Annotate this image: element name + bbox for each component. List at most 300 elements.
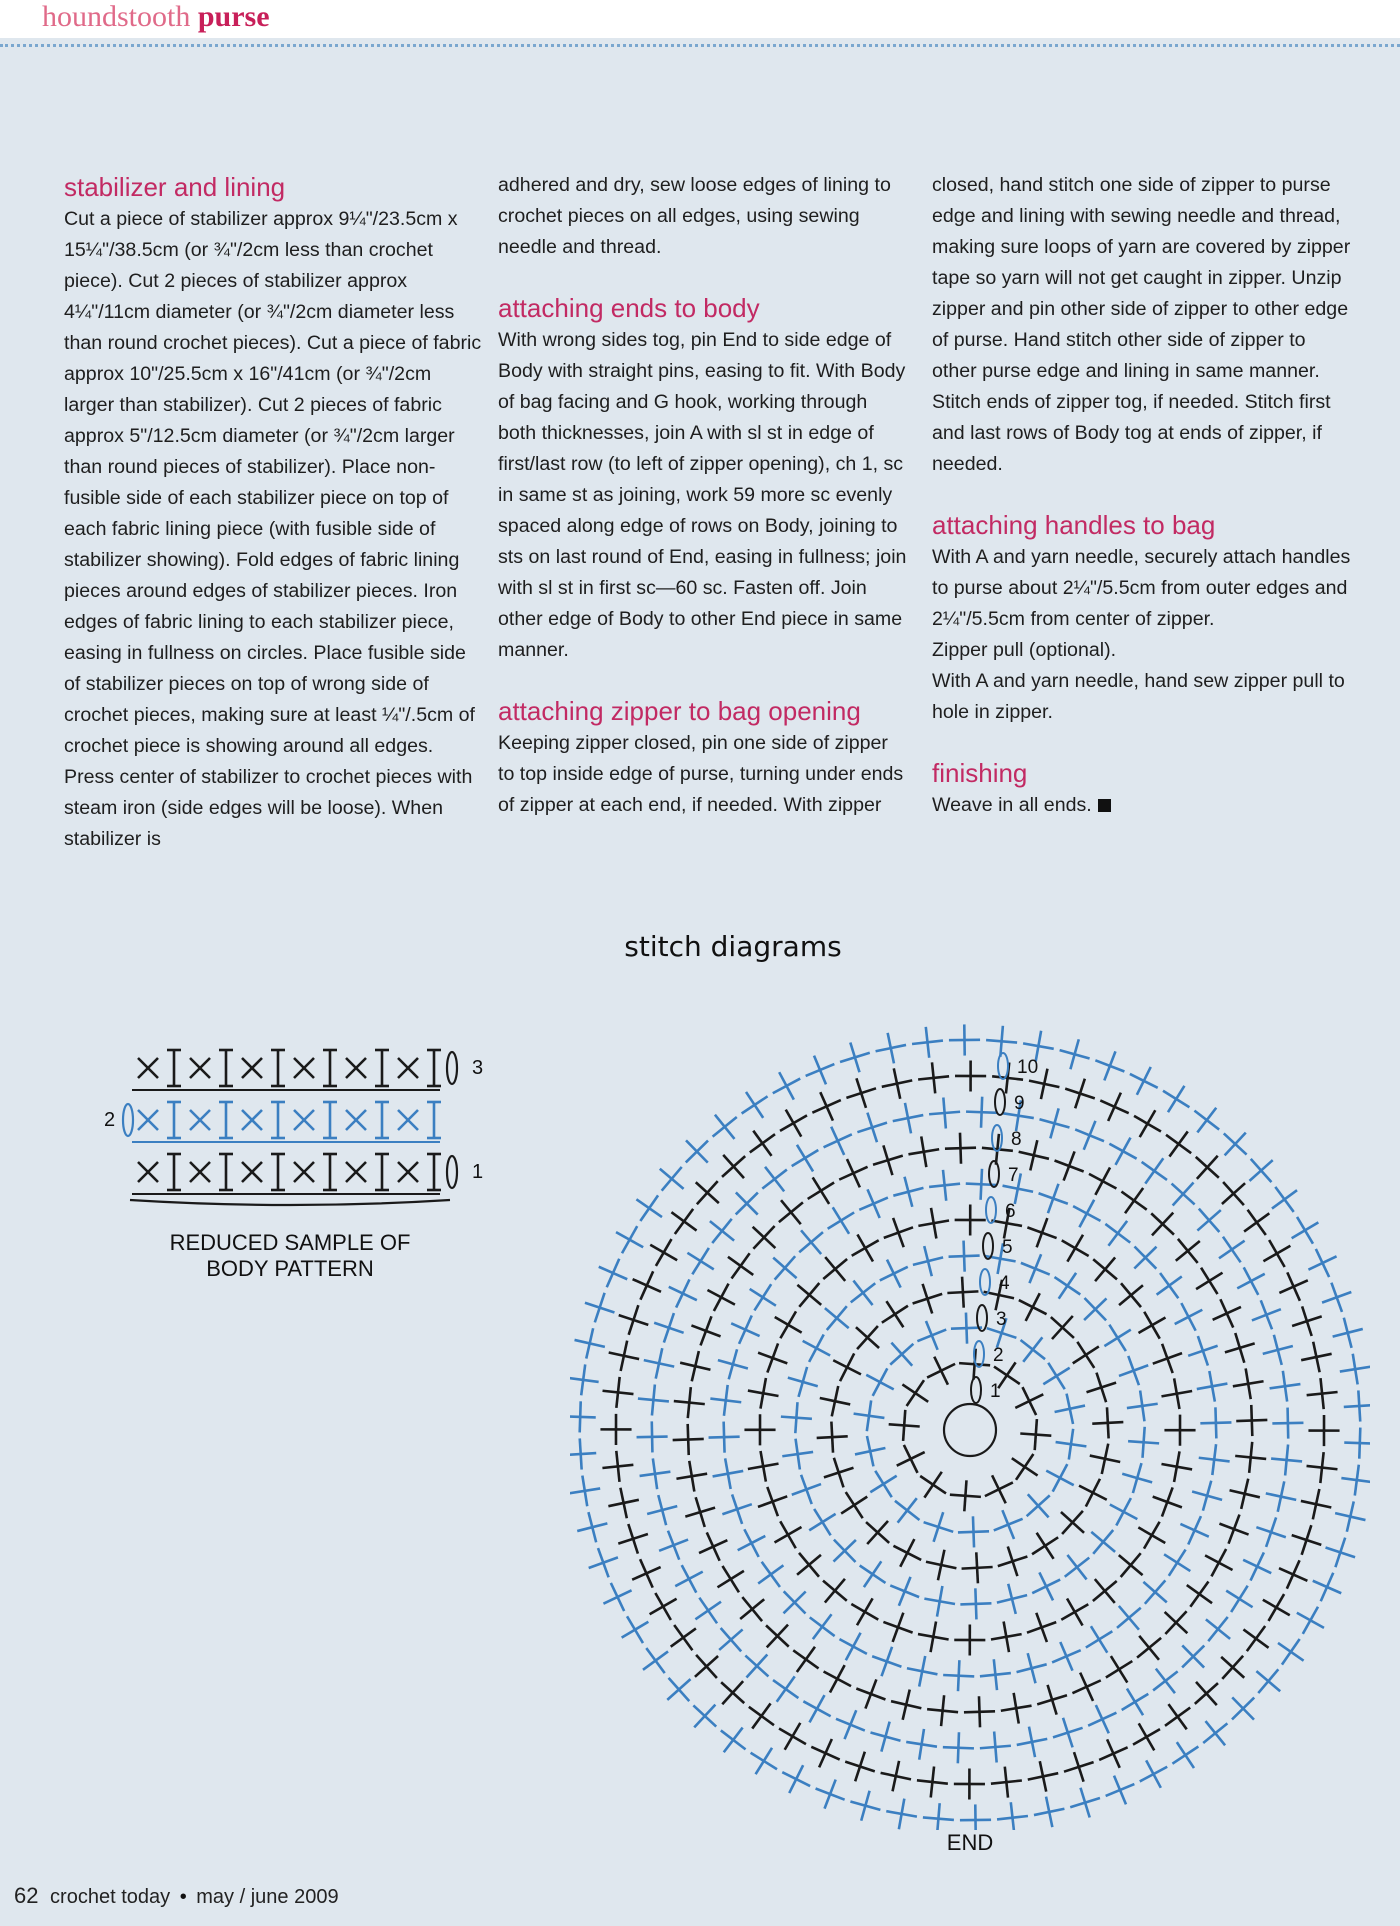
- sc-stitch-mark: [632, 1559, 660, 1587]
- sc-stitch-mark: [1236, 1405, 1267, 1436]
- running-head-light: houndstooth: [42, 0, 191, 33]
- sc-stitch-mark: [820, 1386, 850, 1416]
- caption-line-1: REDUCED SAMPLE OF: [169, 1230, 411, 1255]
- sc-stitch-mark: [643, 1648, 668, 1673]
- turning-chain-mark: [447, 1156, 457, 1188]
- sc-stitch-mark: [943, 1660, 974, 1691]
- sc-stitch-mark: [955, 1204, 986, 1235]
- sc-stitch-mark: [806, 1056, 835, 1085]
- sc-stitch-mark: [1180, 1516, 1208, 1544]
- sc-stitch-mark: [1119, 1283, 1143, 1307]
- round-number-label: 5: [1002, 1237, 1013, 1258]
- sc-stitch-mark: [1019, 1293, 1047, 1321]
- end-round-diagram: [570, 1020, 1370, 1830]
- paragraph-attaching-handles: With A and yarn needle, securely attach handles to purse about 2¼"/5.5cm from outer edges and 2¼"/5.5cm from center of zipper.: [932, 546, 1351, 630]
- sc-stitch-mark: [881, 1761, 911, 1791]
- sc-stitch-mark: [693, 1705, 716, 1728]
- sc-stitch-mark: [1032, 1572, 1060, 1600]
- sc-stitch-mark: [1153, 1487, 1182, 1516]
- sc-stitch-mark: [889, 1410, 920, 1441]
- sc-stitch-mark: [599, 1259, 627, 1287]
- sc-stitch-mark: [825, 1306, 849, 1330]
- caption-line-2: BODY PATTERN: [206, 1256, 374, 1281]
- paragraph-zipper-pull: With A and yarn needle, hand sew zipper pull to hole in zipper.: [932, 670, 1345, 723]
- sc-stitch-mark: [1151, 1213, 1174, 1236]
- text-column-3: [932, 170, 1352, 821]
- sc-stitch-mark: [986, 1026, 1017, 1057]
- sc-stitch-mark: [994, 1510, 1023, 1539]
- sc-stitch-mark: [918, 1208, 949, 1239]
- sc-stitch-mark: [834, 1540, 856, 1562]
- sc-stitch-mark: [570, 1364, 599, 1395]
- sc-stitch-mark: [636, 1195, 662, 1221]
- ch-stitch-mark: [219, 1050, 233, 1086]
- sc-stitch-mark: [1153, 1669, 1178, 1694]
- ch-stitch-mark: [427, 1102, 441, 1138]
- sc-stitch-mark: [893, 1103, 924, 1134]
- sc-stitch-mark: [577, 1512, 607, 1542]
- sc-stitch-mark: [926, 1550, 956, 1580]
- sc-stitch-mark: [779, 1200, 803, 1224]
- sc-stitch-mark: [1020, 1419, 1051, 1450]
- sc-stitch-mark: [1292, 1217, 1319, 1244]
- sc-stitch-mark: [633, 1271, 661, 1299]
- sc-stitch-mark: [1127, 1390, 1158, 1421]
- sc-stitch-mark: [1119, 1553, 1143, 1577]
- sc-stitch-mark: [753, 1226, 776, 1249]
- foundation-chain: [130, 1200, 450, 1205]
- sc-stitch-mark: [784, 1591, 806, 1613]
- sc-stitch-mark: [1222, 1182, 1245, 1205]
- page-number: 62: [14, 1883, 39, 1908]
- sc-stitch-mark: [945, 1133, 976, 1164]
- sc-stitch-mark: [1110, 1498, 1137, 1525]
- sc-stitch-mark: [687, 1248, 713, 1274]
- sc-stitch-mark: [1105, 1221, 1130, 1246]
- sc-stitch-mark: [637, 1421, 668, 1452]
- sc-stitch-mark: [1122, 1689, 1149, 1716]
- sc-stitch-mark: [608, 1488, 638, 1518]
- sc-stitch-mark: [346, 1162, 366, 1182]
- sc-stitch-mark: [750, 1284, 776, 1310]
- heading-attaching-ends: attaching ends to body: [498, 293, 760, 323]
- sc-stitch-mark: [1106, 1776, 1135, 1805]
- sc-stitch-mark: [958, 1516, 989, 1547]
- round-number-label: 10: [1017, 1057, 1039, 1078]
- ch-stitch-mark: [219, 1154, 233, 1190]
- sc-stitch-mark: [902, 1380, 928, 1406]
- sc-stitch-mark: [1297, 1607, 1324, 1634]
- sc-stitch-mark: [773, 1676, 798, 1701]
- round-join-mark: [998, 1053, 1008, 1079]
- sc-stitch-mark: [674, 1387, 705, 1418]
- sc-stitch-mark: [1073, 1342, 1099, 1368]
- sc-stitch-mark: [1021, 1337, 1046, 1362]
- sc-stitch-mark: [998, 1547, 1028, 1577]
- sc-stitch-mark: [917, 1321, 946, 1350]
- sc-stitch-mark: [1017, 1653, 1047, 1683]
- sc-stitch-mark: [954, 1624, 985, 1655]
- sc-stitch-mark: [1064, 1752, 1094, 1782]
- sc-stitch-mark: [908, 1136, 939, 1167]
- sc-stitch-mark: [810, 1614, 835, 1639]
- sc-stitch-mark: [1046, 1464, 1073, 1491]
- sc-stitch-mark: [618, 1524, 648, 1554]
- sc-stitch-mark: [585, 1293, 615, 1323]
- sc-stitch-mark: [671, 1625, 696, 1650]
- sc-stitch-mark: [1043, 1363, 1069, 1389]
- sc-stitch-mark: [1263, 1240, 1290, 1267]
- sc-stitch-mark: [758, 1487, 787, 1516]
- sc-stitch-mark: [884, 1218, 913, 1247]
- sc-stitch-mark: [346, 1110, 366, 1130]
- sc-stitch-mark: [816, 1780, 845, 1809]
- sc-stitch-mark: [671, 1209, 696, 1234]
- magazine-name: crochet today: [50, 1886, 171, 1908]
- ch-stitch-mark: [167, 1154, 181, 1190]
- sc-stitch-mark: [964, 1696, 995, 1727]
- sc-stitch-mark: [1133, 1723, 1160, 1750]
- sc-stitch-mark: [895, 1498, 920, 1523]
- paragraph-attaching-zipper: Keeping zipper closed, pin one side of zipper to top inside edge of purse, turning under ends of zipper at each end, if needed. With zipper: [498, 732, 904, 816]
- sc-stitch-mark: [929, 1097, 960, 1128]
- sc-stitch-mark: [1256, 1517, 1285, 1546]
- sc-stitch-mark: [722, 1494, 751, 1523]
- round-join-mark: [986, 1197, 996, 1223]
- sc-stitch-mark: [1027, 1613, 1056, 1642]
- sc-stitch-mark: [1037, 1685, 1067, 1715]
- sc-stitch-mark: [1226, 1586, 1252, 1612]
- ch-stitch-mark: [323, 1050, 337, 1086]
- sc-stitch-mark: [897, 1445, 925, 1473]
- sc-stitch-mark: [927, 1695, 958, 1726]
- sc-stitch-mark: [695, 1598, 721, 1624]
- ch-stitch-mark: [375, 1102, 389, 1138]
- sc-stitch-mark: [1086, 1626, 1112, 1652]
- sc-stitch-mark: [575, 1328, 605, 1358]
- sc-stitch-mark: [699, 1532, 727, 1560]
- sc-stitch-mark: [1032, 1533, 1058, 1559]
- sc-stitch-mark: [589, 1548, 618, 1577]
- sc-stitch-mark: [1230, 1479, 1260, 1509]
- sc-stitch-mark: [811, 1739, 839, 1767]
- sc-stitch-mark: [1333, 1318, 1363, 1348]
- sc-stitch-mark: [859, 1189, 888, 1218]
- sc-stitch-mark: [947, 1277, 978, 1308]
- sc-stitch-mark: [750, 1131, 775, 1156]
- sc-stitch-mark: [906, 1729, 937, 1760]
- sc-stitch-mark: [950, 1480, 981, 1511]
- sc-stitch-mark: [1093, 1579, 1117, 1603]
- sc-stitch-mark: [1065, 1555, 1090, 1580]
- row-number-label: 1: [472, 1161, 484, 1183]
- ch-stitch-mark: [375, 1050, 389, 1086]
- sc-stitch-mark: [890, 1577, 919, 1606]
- sc-stitch-mark: [1165, 1704, 1190, 1729]
- sc-stitch-mark: [721, 1728, 746, 1753]
- header-dotted-rule: [0, 44, 1400, 47]
- round-number-label: 3: [996, 1309, 1007, 1330]
- sc-stitch-mark: [1012, 1454, 1038, 1480]
- sc-stitch-mark: [812, 1092, 840, 1120]
- sc-stitch-mark: [731, 1315, 759, 1343]
- sc-stitch-mark: [1244, 1210, 1269, 1235]
- sc-stitch-mark: [797, 1283, 821, 1307]
- sc-stitch-mark: [808, 1177, 834, 1203]
- sc-stitch-mark: [242, 1110, 262, 1130]
- sc-stitch-mark: [398, 1110, 418, 1130]
- sc-stitch-mark: [616, 1226, 643, 1253]
- sc-stitch-mark: [893, 1539, 921, 1567]
- sc-stitch-mark: [850, 1791, 880, 1821]
- sc-stitch-mark: [781, 1402, 812, 1433]
- sc-stitch-mark: [650, 1593, 677, 1620]
- sc-stitch-mark: [1137, 1636, 1161, 1660]
- paragraph-lining-cont: adhered and dry, sew loose edges of lining to crochet pieces on all edges, using sewing needle and thread.: [498, 174, 891, 258]
- body-pattern-caption: [140, 1230, 440, 1282]
- sc-stitch-mark: [1196, 1268, 1222, 1294]
- sc-stitch-mark: [949, 1241, 980, 1272]
- sc-stitch-mark: [1206, 1617, 1230, 1641]
- sc-stitch-mark: [962, 1552, 993, 1583]
- sc-stitch-mark: [1197, 1209, 1220, 1232]
- sc-stitch-mark: [823, 1579, 847, 1603]
- sc-stitch-mark: [1065, 1079, 1095, 1109]
- magic-ring: [944, 1404, 996, 1456]
- round-number-label: 1: [990, 1381, 1001, 1402]
- sc-stitch-mark: [840, 1633, 867, 1660]
- sc-stitch-mark: [622, 1616, 649, 1643]
- sc-stitch-mark: [792, 1145, 819, 1172]
- sc-stitch-mark: [1055, 1151, 1084, 1180]
- sc-stitch-mark: [294, 1162, 314, 1182]
- sc-stitch-mark: [856, 1679, 885, 1708]
- sc-stitch-mark: [738, 1529, 766, 1557]
- heading-attaching-handles: attaching handles to bag: [932, 510, 1216, 540]
- sc-stitch-mark: [602, 1451, 633, 1482]
- sc-stitch-mark: [1089, 1167, 1116, 1194]
- sc-stitch-mark: [1224, 1133, 1247, 1156]
- sc-stitch-mark: [644, 1348, 674, 1378]
- sc-stitch-mark: [775, 1311, 802, 1338]
- sc-stitch-mark: [242, 1162, 262, 1182]
- sc-stitch-mark: [1301, 1489, 1331, 1519]
- round-join-mark: [983, 1233, 993, 1259]
- sc-stitch-mark: [1279, 1560, 1307, 1588]
- sc-stitch-mark: [1232, 1697, 1254, 1719]
- sc-stitch-mark: [742, 1092, 768, 1118]
- sc-stitch-mark: [923, 1803, 954, 1830]
- sc-stitch-mark: [1243, 1552, 1271, 1580]
- sc-stitch-mark: [918, 1062, 949, 1093]
- sc-stitch-mark: [1235, 1442, 1266, 1473]
- sc-stitch-mark: [1161, 1451, 1192, 1482]
- sc-stitch-mark: [775, 1521, 802, 1548]
- sc-stitch-mark: [1062, 1235, 1089, 1262]
- sc-stitch-mark: [980, 1731, 1011, 1762]
- sc-stitch-mark: [1344, 1390, 1370, 1421]
- sc-stitch-mark: [1301, 1342, 1331, 1372]
- sc-stitch-mark: [793, 1647, 818, 1672]
- paragraph-attaching-ends: With wrong sides tog, pin End to side edge of Body with straight pins, easing to fit. With Body of bag facing and G hook, working through both thicknesses, join A with sl st in edge of first/last row (to left of zipper opening), ch 1, sc in same st as joining, work 59 more sc evenly spaced along edge of rows on Body, joining to sts on last round of End, easing in fullness; join with sl st in first sc—60 sc. Fasten off. Join other edge of Body to other End piece in same manner.: [498, 329, 907, 661]
- ch-stitch-mark: [219, 1102, 233, 1138]
- sc-stitch-mark: [728, 1253, 753, 1278]
- sc-stitch-mark: [882, 1301, 908, 1327]
- sc-stitch-mark: [866, 1368, 893, 1395]
- turning-chain-mark: [447, 1052, 457, 1084]
- round-join-mark: [971, 1377, 981, 1403]
- sc-stitch-mark: [1055, 1394, 1085, 1424]
- sc-stitch-mark: [920, 1472, 946, 1498]
- sc-stitch-mark: [1344, 1428, 1370, 1459]
- sc-stitch-mark: [1100, 1093, 1128, 1121]
- end-square-icon: [1098, 799, 1111, 812]
- sc-stitch-mark: [997, 1802, 1028, 1830]
- sc-stitch-mark: [1060, 1039, 1090, 1069]
- heading-finishing: finishing: [932, 758, 1028, 788]
- sc-stitch-mark: [1109, 1138, 1136, 1165]
- sc-stitch-mark: [1166, 1131, 1191, 1156]
- sc-stitch-mark: [695, 1655, 718, 1678]
- finishing-text: Weave in all ends.: [932, 794, 1092, 816]
- round-number-label: 7: [1008, 1165, 1019, 1186]
- sc-stitch-mark: [1117, 1606, 1141, 1630]
- sc-stitch-mark: [1335, 1501, 1365, 1531]
- sc-stitch-mark: [854, 1400, 885, 1431]
- sc-stitch-mark: [1233, 1368, 1264, 1399]
- sc-stitch-mark: [751, 1748, 777, 1774]
- sc-stitch-mark: [1040, 1108, 1070, 1138]
- sc-stitch-mark: [1307, 1452, 1338, 1483]
- stitch-diagrams-title: stitch diagrams: [624, 930, 842, 963]
- sc-stitch-mark: [828, 1207, 854, 1233]
- sc-stitch-mark: [792, 1475, 821, 1504]
- sc-stitch-mark: [609, 1341, 639, 1371]
- sc-stitch-mark: [1157, 1273, 1182, 1298]
- sc-stitch-mark: [803, 1695, 830, 1722]
- sc-stitch-mark: [960, 1804, 991, 1830]
- sc-stitch-mark: [1307, 1378, 1338, 1409]
- sc-stitch-mark: [1187, 1581, 1212, 1606]
- sc-stitch-mark: [660, 1167, 684, 1191]
- sc-stitch-mark: [398, 1162, 418, 1182]
- sc-stitch-mark: [1128, 1427, 1159, 1458]
- sc-stitch-mark: [870, 1471, 896, 1497]
- sc-stitch-mark: [398, 1058, 418, 1078]
- ch-stitch-mark: [167, 1102, 181, 1138]
- sc-stitch-mark: [1219, 1515, 1248, 1544]
- sc-stitch-mark: [1134, 1110, 1161, 1137]
- sc-stitch-mark: [1219, 1237, 1245, 1263]
- sc-stitch-mark: [788, 1367, 818, 1397]
- sc-stitch-mark: [1182, 1645, 1204, 1667]
- sc-stitch-mark: [190, 1058, 210, 1078]
- sc-stitch-mark: [1322, 1283, 1351, 1312]
- sc-stitch-mark: [1341, 1465, 1370, 1496]
- sc-stitch-mark: [833, 1353, 861, 1381]
- sc-stitch-mark: [871, 1722, 901, 1752]
- sc-stitch-mark: [960, 1588, 991, 1619]
- sc-stitch-mark: [1073, 1200, 1100, 1227]
- sc-stitch-mark: [824, 1665, 851, 1692]
- sc-stitch-mark: [1292, 1525, 1322, 1555]
- sc-stitch-mark: [966, 1169, 997, 1200]
- sc-stitch-mark: [927, 1357, 955, 1385]
- sc-stitch-mark: [997, 1584, 1027, 1614]
- ch-stitch-mark: [271, 1050, 285, 1086]
- sc-stitch-mark: [1084, 1298, 1106, 1320]
- sc-stitch-mark: [242, 1058, 262, 1078]
- sc-stitch-mark: [803, 1334, 830, 1361]
- sc-stitch-mark: [866, 1521, 889, 1544]
- sc-stitch-mark: [1272, 1187, 1297, 1212]
- sc-stitch-mark: [1213, 1299, 1241, 1327]
- sc-stitch-mark: [1015, 1387, 1043, 1415]
- sc-stitch-mark: [1161, 1378, 1192, 1409]
- sc-stitch-mark: [707, 1284, 734, 1311]
- sc-stitch-mark: [138, 1058, 158, 1078]
- round-number-label: 2: [993, 1345, 1004, 1366]
- sc-stitch-mark: [685, 1497, 715, 1527]
- sc-stitch-mark: [294, 1110, 314, 1130]
- sc-stitch-mark: [873, 1145, 903, 1175]
- sc-stitch-mark: [1188, 1336, 1217, 1365]
- sc-stitch-mark: [570, 1476, 600, 1507]
- sc-stitch-mark: [1225, 1333, 1255, 1363]
- sc-stitch-mark: [1039, 1184, 1068, 1213]
- sc-stitch-mark: [1053, 1718, 1083, 1748]
- sc-stitch-mark: [954, 1768, 985, 1799]
- sc-stitch-mark: [640, 1458, 671, 1489]
- sc-stitch-mark: [845, 1752, 875, 1782]
- paragraph-zipper-cont: closed, hand stitch one side of zipper to purse edge and lining with sewing needle and thread, making sure loops of yarn are covered by zipper tape so yarn will not get caught in zipper. Unzip zipper and pin other side of zipper to other edge of purse. Hand stitch other side of zipper to other purse edge and lining in same manner. Stitch ends of zipper tog, if needed. Stitch first and last rows of Body tog at ends of zipper, if needed.: [932, 174, 1351, 475]
- sc-stitch-mark: [980, 1659, 1011, 1690]
- sc-stitch-mark: [1340, 1354, 1370, 1385]
- sc-stitch-mark: [840, 1043, 870, 1073]
- sc-stitch-mark: [824, 1127, 852, 1155]
- sc-stitch-mark: [638, 1385, 669, 1416]
- sc-stitch-mark: [982, 1134, 1013, 1165]
- sc-stitch-mark: [190, 1162, 210, 1182]
- sc-stitch-mark: [1313, 1573, 1341, 1601]
- sc-stitch-mark: [1061, 1599, 1088, 1626]
- sc-stitch-mark: [1095, 1051, 1124, 1080]
- sc-stitch-mark: [1195, 1682, 1218, 1705]
- sc-stitch-mark: [718, 1349, 748, 1379]
- heading-stabilizer-and-lining: stabilizer and lining: [64, 172, 286, 202]
- sc-stitch-mark: [817, 1422, 848, 1453]
- sc-stitch-mark: [839, 1159, 867, 1187]
- sc-stitch-mark: [1138, 1522, 1165, 1549]
- round-number-label: 4: [999, 1273, 1010, 1294]
- sc-stitch-mark: [1093, 1257, 1117, 1281]
- sc-stitch-mark: [1072, 1673, 1100, 1701]
- sc-stitch-mark: [1165, 1611, 1188, 1634]
- sc-stitch-mark: [717, 1566, 743, 1592]
- round-join-mark: [995, 1089, 1005, 1115]
- sc-stitch-mark: [823, 1257, 847, 1281]
- ch-stitch-mark: [271, 1102, 285, 1138]
- sc-stitch-mark: [1079, 1479, 1107, 1507]
- sc-stitch-mark: [1134, 1247, 1156, 1269]
- sc-stitch-mark: [890, 1343, 913, 1366]
- sc-stitch-mark: [991, 1767, 1022, 1798]
- sc-stitch-mark: [1017, 1727, 1048, 1758]
- sc-stitch-mark: [782, 1439, 813, 1470]
- sc-stitch-mark: [600, 1414, 631, 1445]
- sc-stitch-mark: [673, 1424, 704, 1455]
- round-number-label: 8: [1011, 1129, 1022, 1150]
